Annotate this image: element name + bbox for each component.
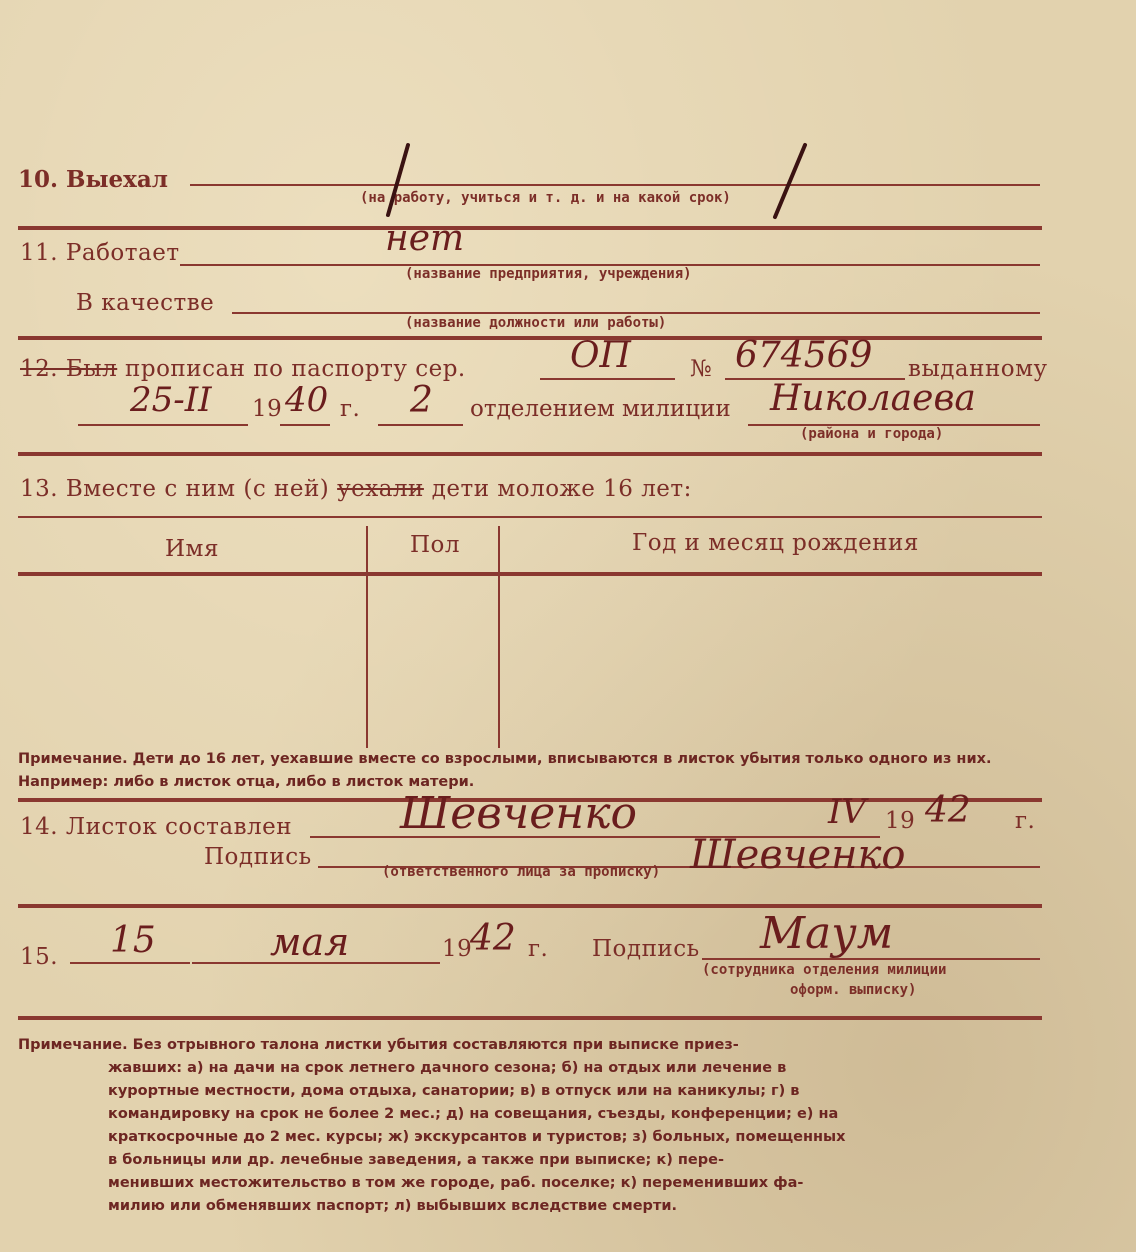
series-value: ОП: [570, 335, 631, 376]
table-header-divider: [18, 572, 1042, 576]
section15-caption-line2: оформ. выписку): [790, 982, 917, 998]
issue-year-suffix: 40: [285, 380, 329, 420]
section13-label-struck: уехали: [337, 476, 424, 502]
section13-label-suffix: дети моложе 16 лет:: [431, 476, 692, 502]
issue-year-prefix: 19: [252, 396, 283, 422]
section14-year-prefix: 19: [885, 808, 916, 834]
section14-year-suffix: 42: [925, 790, 971, 831]
footnote-line: курортные местности, дома отдыха, санатории; в) в отпуск или на каникулы; г) в: [108, 1083, 800, 1099]
number-value: 674569: [735, 335, 873, 376]
footnote-line: в больницы или др. лечебные заведения, а также при выписке; к) пере-: [108, 1152, 724, 1168]
section12-label: [20, 356, 466, 382]
section14-year-label: г.: [1015, 808, 1036, 834]
footnote-line: жавших: а) на дачи на срок летнего дачного сезона; б) на отдых или лечение в: [108, 1060, 787, 1076]
section13-label-prefix: 13. Вместе с ним (с ней): [20, 476, 330, 502]
section15-signature-label: Подпись: [592, 936, 700, 962]
number-label: №: [690, 356, 713, 382]
table-top-border: [18, 516, 1042, 518]
section15-month: мая: [270, 920, 350, 964]
section-divider: [18, 1016, 1042, 1020]
section14-date-mark: IV: [828, 792, 866, 832]
section15-year-label: г.: [528, 936, 549, 962]
section12-label-text: прописан по паспорту сер.: [125, 356, 466, 382]
dept-number: 2: [410, 380, 433, 421]
section13-label: [20, 476, 692, 502]
footnote: [18, 1034, 1058, 1218]
section15-year-suffix: 42: [470, 918, 516, 959]
section14-handwritten: Шевченко: [400, 788, 638, 839]
series-line: [540, 378, 675, 380]
section12-label-struck: 12. Был: [20, 356, 118, 382]
section15-caption-line1: (сотрудника отделения милиции: [702, 962, 947, 978]
section-divider: [18, 452, 1042, 456]
section11-label: 11. Работает: [20, 240, 180, 266]
city-value: Николаева: [770, 378, 976, 419]
city-caption: (района и города): [800, 426, 944, 442]
section15-label: 15.: [20, 944, 59, 970]
date-line: [78, 424, 248, 426]
section10-dash-marks: [380, 135, 820, 225]
issued-label: выданному: [908, 356, 1048, 382]
table-header-sex: Пол: [410, 532, 461, 558]
section13-note: Примечание. Дети до 16 лет, уехавшие вместе со взрослыми, вписываются в листок убытия только одного из них. Например: либо в листок отца, либо в листок матери.: [18, 751, 992, 790]
section10-caption: (на работу, учиться и т. д. и на какой срок): [360, 190, 731, 206]
table-body: [20, 585, 1040, 745]
table-header-name: Имя: [165, 536, 219, 562]
issue-date: 25-II: [130, 380, 212, 420]
dept-number-line: [378, 424, 463, 426]
section11-position-caption: (название должности или работы): [405, 315, 667, 331]
day-line: [70, 962, 190, 964]
section11-value: нет: [385, 218, 465, 259]
section11-caption: (название предприятия, учреждения): [405, 266, 692, 282]
section14-signature: Шевченко: [690, 832, 906, 878]
section15-year-prefix: 19: [442, 936, 473, 962]
section-divider: [18, 226, 1042, 230]
section11-position-line: [232, 312, 1040, 314]
section-divider: [18, 336, 1042, 340]
section14-label: 14. Листок составлен: [20, 814, 293, 840]
section14-caption: (ответственного лица за прописку): [382, 864, 661, 880]
table-header-birth: Год и месяц рождения: [632, 530, 919, 556]
section15-signature: Маум: [760, 908, 894, 959]
footnote-line: Примечание. Без отрывного талона листки убытия составляются при выписке приез-: [18, 1037, 739, 1053]
section15-day: 15: [110, 920, 156, 961]
footnote-line: милию или обменявших паспорт; л) выбывших вследствие смерти.: [108, 1198, 678, 1214]
footnote-line: краткосрочные до 2 мес. курсы; ж) экскурсантов и туристов; з) больных, помещенных: [108, 1129, 846, 1145]
section11-position-label: В качестве: [76, 290, 215, 316]
footnote-line: командировку на срок не более 2 мес.; д) на совещания, съезды, конференции; е) на: [108, 1106, 839, 1122]
section14-signature-label: Подпись: [204, 844, 312, 870]
dept-label: отделением милиции: [470, 396, 731, 422]
section10-label: 10. Выехал: [18, 166, 168, 193]
footnote-line: менивших местожительство в том же городе, раб. поселке; к) переменивших фа-: [108, 1175, 804, 1191]
year-line: [280, 424, 330, 426]
issue-year-label: г.: [340, 396, 361, 422]
